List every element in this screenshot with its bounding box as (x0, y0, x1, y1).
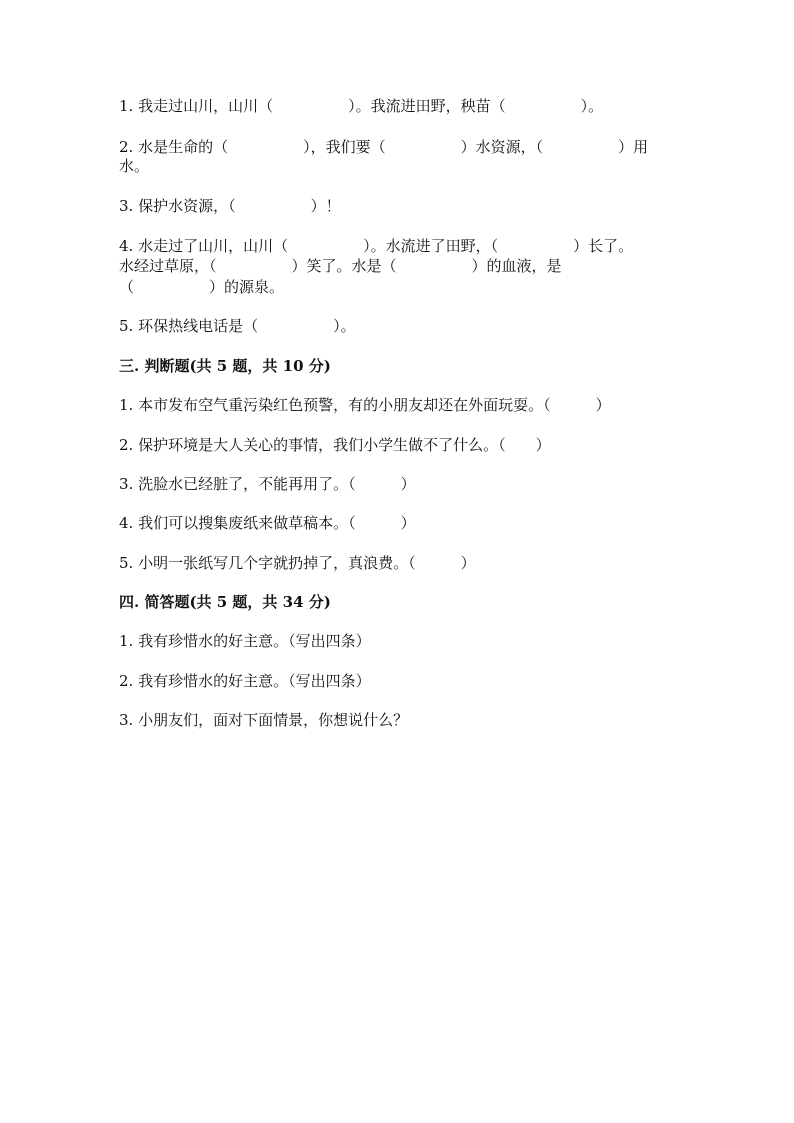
short-answer-question-2: 2. 我有珍惜水的好主意。（写出四条） (119, 672, 371, 690)
judge-question-4: 4. 我们可以搜集废纸来做草稿本。（ ） (119, 514, 416, 532)
short-answer-question-3: 3. 小朋友们，面对下面情景，你想说什么？ (119, 711, 409, 729)
judge-question-2: 2. 保护环境是大人关心的事情，我们小学生做不了什么。（ ） (119, 436, 551, 454)
fill-blank-question-2-line-1: 2. 水是生命的（ ），我们要（ ）水资源，（ ）用 (119, 138, 649, 156)
section-heading-short-answer: 四. 简答题(共 5 题，共 34 分) (119, 593, 331, 611)
fill-blank-question-4-line-2: 水经过草原，（ ）笑了。水是（ ）的血液，是 (119, 257, 562, 275)
fill-blank-question-2-line-2: 水。 (119, 157, 150, 175)
section-heading-judge: 三. 判断题(共 5 题，共 10 分) (119, 357, 331, 375)
fill-blank-question-1: 1. 我走过山川，山川（ ）。我流进田野，秧苗（ ）。 (119, 97, 604, 115)
fill-blank-question-4-line-3: （ ）的源泉。 (119, 278, 285, 296)
judge-question-5: 5. 小明一张纸写几个字就扔掉了，真浪费。（ ） (119, 554, 476, 572)
fill-blank-question-3: 3. 保护水资源，（ ）！ (119, 197, 341, 215)
fill-blank-question-5: 5. 环保热线电话是（ ）。 (119, 317, 356, 335)
short-answer-question-1: 1. 我有珍惜水的好主意。（写出四条） (119, 632, 371, 650)
judge-question-3: 3. 洗脸水已经脏了，不能再用了。（ ） (119, 475, 416, 493)
judge-question-1: 1. 本市发布空气重污染红色预警，有的小朋友却还在外面玩耍。（ ） (119, 396, 611, 414)
fill-blank-question-4-line-1: 4. 水走过了山川，山川（ ）。水流进了田野，（ ）长了。 (119, 237, 634, 255)
